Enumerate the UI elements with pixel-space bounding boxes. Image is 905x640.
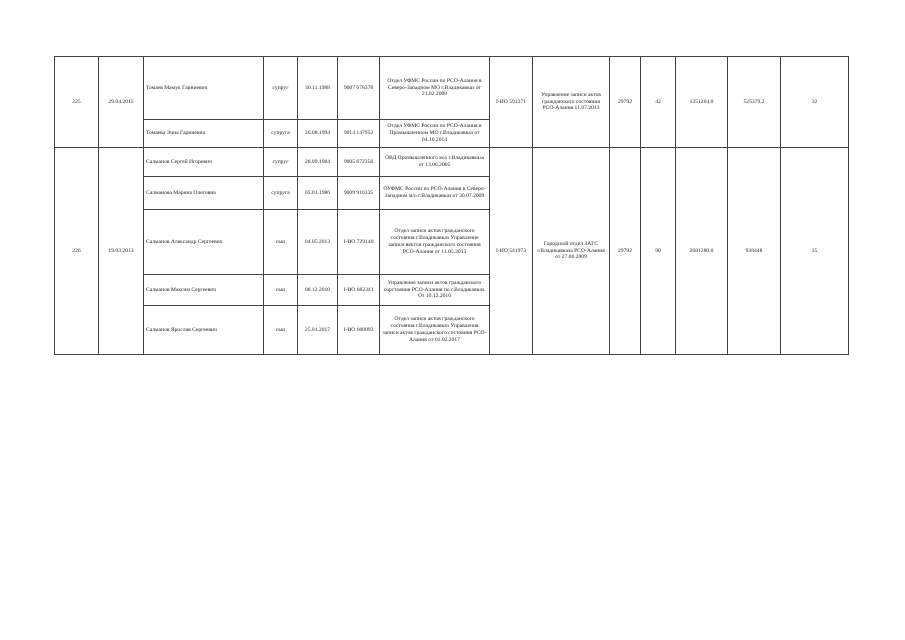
registry-table [54, 56, 849, 355]
record-number: 226 [55, 148, 99, 355]
member-document: 9009 916335 [338, 177, 380, 210]
record-number: 225 [55, 57, 99, 148]
record-col14: 35 [781, 148, 849, 355]
member-document-issuer: ОВД Промышленного м/о г.Владикавказа от 13.06.2005 [380, 148, 490, 177]
member-name: Салманов Сергей Игоревич [144, 148, 264, 177]
marriage-certificate: I-ИО 591271 [490, 57, 533, 148]
record-col12: 2681280,0 [676, 148, 728, 355]
record-col10: 29792 [610, 57, 641, 148]
member-document-issuer: Отдел записи актов гражданского состояния г.Владикавказ Управление записи вектов гражданского состояния РСО-Алания от 11.05.2013 [380, 210, 490, 275]
member-relation: сын [264, 275, 298, 306]
table-row [55, 148, 849, 177]
record-col13: 938448 [728, 148, 781, 355]
member-name: Салманов Ярослав Сергеевич [144, 306, 264, 355]
member-name: Томаева Эчиа Гарниевна [144, 120, 264, 148]
member-document: I-ИО 600093 [338, 306, 380, 355]
member-relation: супруга [264, 177, 298, 210]
member-document-issuer: Отдел УФМС России по РСО-Алания в Северо-Западном МО г.Владикавказ от 21.02.2008 [380, 57, 490, 120]
member-document: 9014 147952 [338, 120, 380, 148]
member-birth-date: 26.08.1994 [298, 120, 338, 148]
record-date: 29.04.2015 [99, 57, 144, 148]
member-birth-date: 04.05.2013 [298, 210, 338, 275]
member-document-issuer: ОУФМС России по РСО-Алания в Северо-Западном м/о г.Владикавказ от 30.07.2009 [380, 177, 490, 210]
record-col11: 42 [641, 57, 676, 148]
member-birth-date: 05.01.1986 [298, 177, 338, 210]
member-name: Салманов Александр Сергеевич [144, 210, 264, 275]
member-birth-date: 25.01.2017 [298, 306, 338, 355]
table-row [55, 57, 849, 120]
member-document: 9007 678378 [338, 57, 380, 120]
marriage-certificate: I-ИО 541973 [490, 148, 533, 355]
member-document: I-ИО 682341 [338, 275, 380, 306]
member-birth-date: 30.11.1988 [298, 57, 338, 120]
record-col12: 1251264,0 [676, 57, 728, 148]
member-document: 9005 672356 [338, 148, 380, 177]
member-name: Салманова Марина Олеговна [144, 177, 264, 210]
member-name: Томаев Мамук Гарниевич [144, 57, 264, 120]
record-date: 19.03.2013 [99, 148, 144, 355]
member-birth-date: 28.09.1984 [298, 148, 338, 177]
member-document-issuer: Управление записи актов гражданского сорстояния РСО-Алания по г.Владикавказ. От 10.12.2010 [380, 275, 490, 306]
member-relation: супруга [264, 120, 298, 148]
registry-office: Городской отдел ЗАГС г.Владикавказа РСО-Алания от 27.06.2009 [533, 148, 610, 355]
member-birth-date: 08.12.2010 [298, 275, 338, 306]
member-document-issuer: Отдел УФМС России по РСО-Алания в Промышленном МО г.Владикавказ от 04.10.2014 [380, 120, 490, 148]
member-relation: сын [264, 306, 298, 355]
member-document: I-ИО 729140 [338, 210, 380, 275]
record-col13: 525379,2 [728, 57, 781, 148]
member-relation: супруг [264, 148, 298, 177]
member-name: Салманов Максим Сергеевич [144, 275, 264, 306]
record-col10: 29792 [610, 148, 641, 355]
registry-office: Управление записи актов гражданского состояния РСО-Алания 11.07.2013 [533, 57, 610, 148]
member-relation: супруг [264, 57, 298, 120]
member-relation: сын [264, 210, 298, 275]
member-document-issuer: Отдел записи актов гражданского состояния г.Владикавказ Управления записи актов гражданского состояния РСО-Алания от 01.02.2017 [380, 306, 490, 355]
record-col11: 90 [641, 148, 676, 355]
record-col14: 32 [781, 57, 849, 148]
